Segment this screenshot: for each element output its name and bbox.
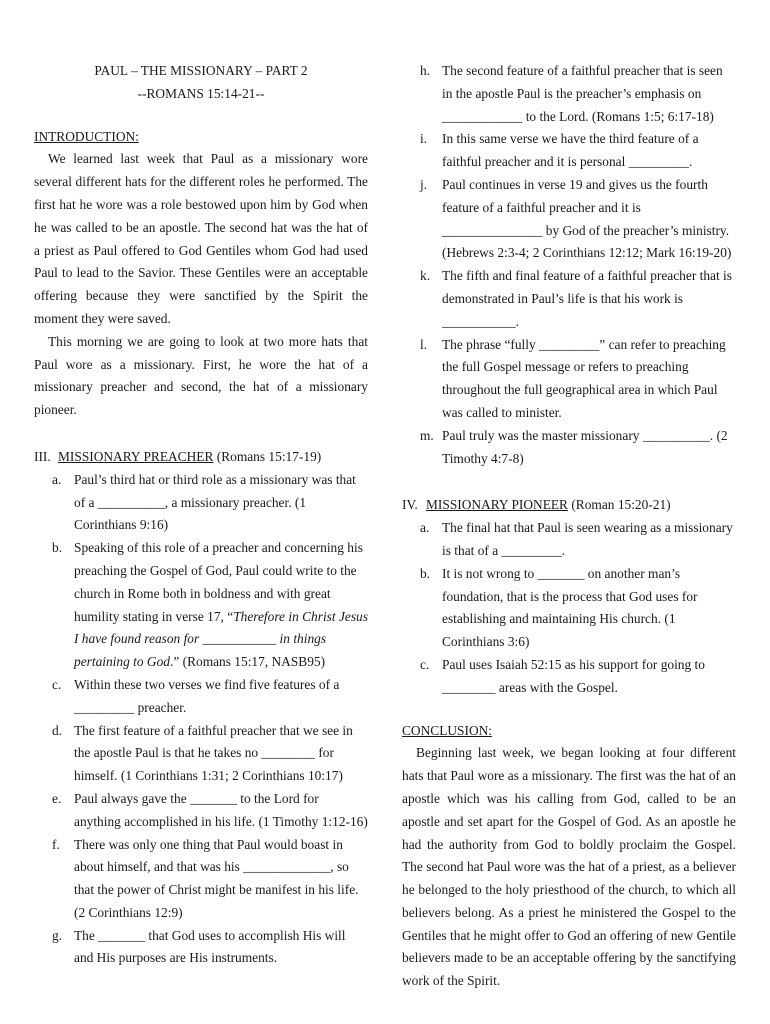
section-4-heading xyxy=(402,494,736,517)
introduction-paragraph-2: This morning we are going to look at two more hats that Paul wore as a missionary. First, he wore the hat of a missionary preacher and second, the hat of a missionary pioneer. xyxy=(34,333,368,418)
list-item: b. Speaking of this role of a preacher and concerning his preaching the Gospel of God, Paul could write to the church in Rome both in boldness and with great humility stating in verse 17, “Therefore in Christ Jesus I have found reason for ___________ in things pertaining to God.” (Romans 15:17, NASB95) xyxy=(52,540,368,670)
right-column xyxy=(402,60,736,993)
list-item: b. It is not wrong to _______ on another man’s foundation, that is the process that God uses for establishing and maintaining His church. (1 Corinthians 3:6) xyxy=(420,565,698,650)
list-item: f. There was only one thing that Paul would boast in about himself, and that was his _____________, so that the power of Christ might be manifest in his life. (2 Corinthians 12:9) xyxy=(52,836,359,920)
section-3-reference: (Romans 15:17-19) xyxy=(213,448,322,464)
list-item: j. Paul continues in verse 19 and gives us the fourth feature of a faithful preacher and it is _______________ by God of the preacher’s ministry. (Hebrews 2:3-4; 2 Corinthians 12:12; Mark 16:19-20) xyxy=(420,176,732,261)
conclusion-paragraph: Beginning last week, we began looking at four different hats that Paul wore as a missionary. The first was the hat of an apostle which was his calling from God, called to be an apostle and set apart for the Gospel of God. As an apostle he had the authority from God to boldly proclaim the Gospel. The second hat Paul wore was the hat of a priest, as a believer he belonged to the holy priesthood of the church, to which all believers belong. As a priest he ministered the Gospel to the Gentiles that he might offer to God an offering of new Gentile believers made to be an acceptable offering by the sanctifying work of the Spirit. xyxy=(402,745,736,989)
section-4-title: MISSIONARY PIONEER xyxy=(426,497,568,513)
list-item: a. The final hat that Paul is seen wearing as a missionary is that of a _________. xyxy=(420,520,733,558)
section-3-numeral: III. xyxy=(34,448,51,464)
section-4-reference: (Roman 15:20-21) xyxy=(567,497,671,513)
left-column xyxy=(34,60,368,970)
list-item: e. Paul always gave the _______ to the Lord for anything accomplished in his life. (1 Timothy 1:12-16) xyxy=(52,790,368,829)
list-item: a. Paul’s third hat or third role as a missionary was that of a __________, a missionary preacher. (1 Corinthians 9:16) xyxy=(52,471,356,533)
list-item: c. Paul uses Isaiah 52:15 as his support for going to ________ areas with the Gospel. xyxy=(420,656,705,695)
introduction-paragraph-1: We learned last week that Paul as a missionary wore several different hats for the different roles he performed. The first hat he wore was a role bestowed upon him by God when he was called to be an apostle. The second hat was the hat of a priest as Paul offered to God Gentiles whom God had used Paul to lead to the Savior. These Gentiles were an acceptable offering because they were sanctified by the Spirit the moment they were saved. xyxy=(34,151,368,326)
list-item: k. The fifth and final feature of a faithful preacher that is demonstrated in Paul’s life is that his work is ___________. xyxy=(420,268,732,329)
list-item: h. The second feature of a faithful preacher that is seen in the apostle Paul is the preacher’s emphasis on ____________ to the Lord. (Romans 1:5; 6:17-18) xyxy=(420,63,723,124)
scripture-quote: Therefore in Christ Jesus I have found reason for ___________ in things pertaining to God xyxy=(74,608,368,670)
list-item: g. The _______ that God uses to accomplish His will and His purposes are His instruments. xyxy=(52,927,346,966)
section-3-title: MISSIONARY PREACHER xyxy=(58,448,214,464)
section-3-heading xyxy=(34,446,368,469)
list-item: d. The first feature of a faithful preacher that we see in the apostle Paul is that he takes no ________ for himself. (1 Corinthians 1:31; 2 Corinthians 10:17) xyxy=(52,722,353,784)
list-item: m. Paul truly was the master missionary __________. (2 Timothy 4:7-8) xyxy=(420,427,728,466)
list-item: l. The phrase “fully _________” can refer to preaching the full Gospel message or refers to preaching throughout the full geographical area in which Paul was called to minister. xyxy=(420,336,726,420)
list-item: c. Within these two verses we find five features of a _________ preacher. xyxy=(52,676,340,715)
section-4-numeral: IV. xyxy=(402,497,418,513)
page-title: PAUL – THE MISSIONARY – PART 2 xyxy=(94,63,308,78)
list-item: i. In this same verse we have the third feature of a faithful preacher and it is personal _________. xyxy=(420,131,699,170)
scripture-reference: --ROMANS 15:14-21-- xyxy=(137,85,265,101)
introduction-heading: INTRODUCTION: xyxy=(34,128,139,144)
conclusion-heading: CONCLUSION: xyxy=(402,722,493,738)
